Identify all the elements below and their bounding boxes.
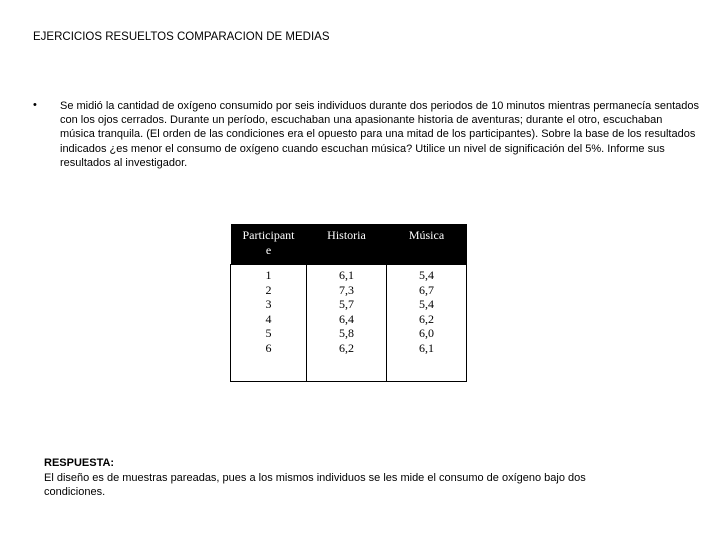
participant-value: 1 — [265, 268, 272, 282]
participant-value: 3 — [265, 297, 272, 312]
participant-value: 4 — [265, 311, 272, 326]
header-participante — [231, 224, 307, 265]
musica-value: 6,2 — [419, 311, 434, 326]
historia-value: 6,1 — [339, 268, 354, 282]
historia-value: 6,4 — [339, 311, 354, 326]
answer-section — [44, 456, 604, 500]
musica-value: 5,4 — [419, 297, 434, 312]
musica-value: 6,0 — [419, 326, 434, 341]
historia-cell — [307, 265, 387, 382]
problem-statement: Se midió la cantidad de oxígeno consumido por seis individuos durante dos periodos de 10 minutos mientras permanecía sentados con los ojos cerrados. Durante un período, escuchaban una apasionante historia de aventuras; durante el otro, escuchaban música tranquila. (El orden de las condiciones era el opuesto para una mitad de los participantes). Sobre la base de los resultados indicados ¿es menor el consumo de oxígeno cuando escuchan música? Utilice un nivel de significación del 5%. Informe sus resultados al investigador. — [60, 100, 699, 169]
header-historia: Historia — [307, 224, 387, 265]
header-participante-label: Participant e — [242, 228, 295, 257]
historia-value: 5,7 — [339, 297, 354, 312]
musica-value: 6,7 — [419, 282, 434, 297]
historia-value: 5,8 — [339, 326, 354, 341]
header-musica: Música — [387, 224, 467, 265]
page-title: EJERCICIOS RESUELTOS COMPARACION DE MEDIAS — [33, 31, 330, 43]
musica-cell — [387, 265, 467, 382]
answer-text: El diseño es de muestras pareadas, pues a los mismos individuos se les mide el consumo de oxígeno bajo dos condiciones. — [44, 471, 586, 498]
participant-value: 6 — [265, 340, 272, 355]
musica-value: 6,1 — [419, 340, 434, 355]
bullet-marker: • — [33, 99, 37, 111]
table-header-row — [231, 224, 467, 265]
data-table — [230, 224, 467, 382]
historia-value: 7,3 — [339, 282, 354, 297]
answer-heading: RESPUESTA: — [44, 457, 115, 469]
historia-value: 6,2 — [339, 340, 354, 355]
participant-value: 2 — [265, 282, 272, 297]
participant-cell — [231, 265, 307, 382]
participant-value: 5 — [265, 326, 272, 341]
table-row — [231, 265, 467, 382]
musica-value: 5,4 — [419, 268, 434, 282]
